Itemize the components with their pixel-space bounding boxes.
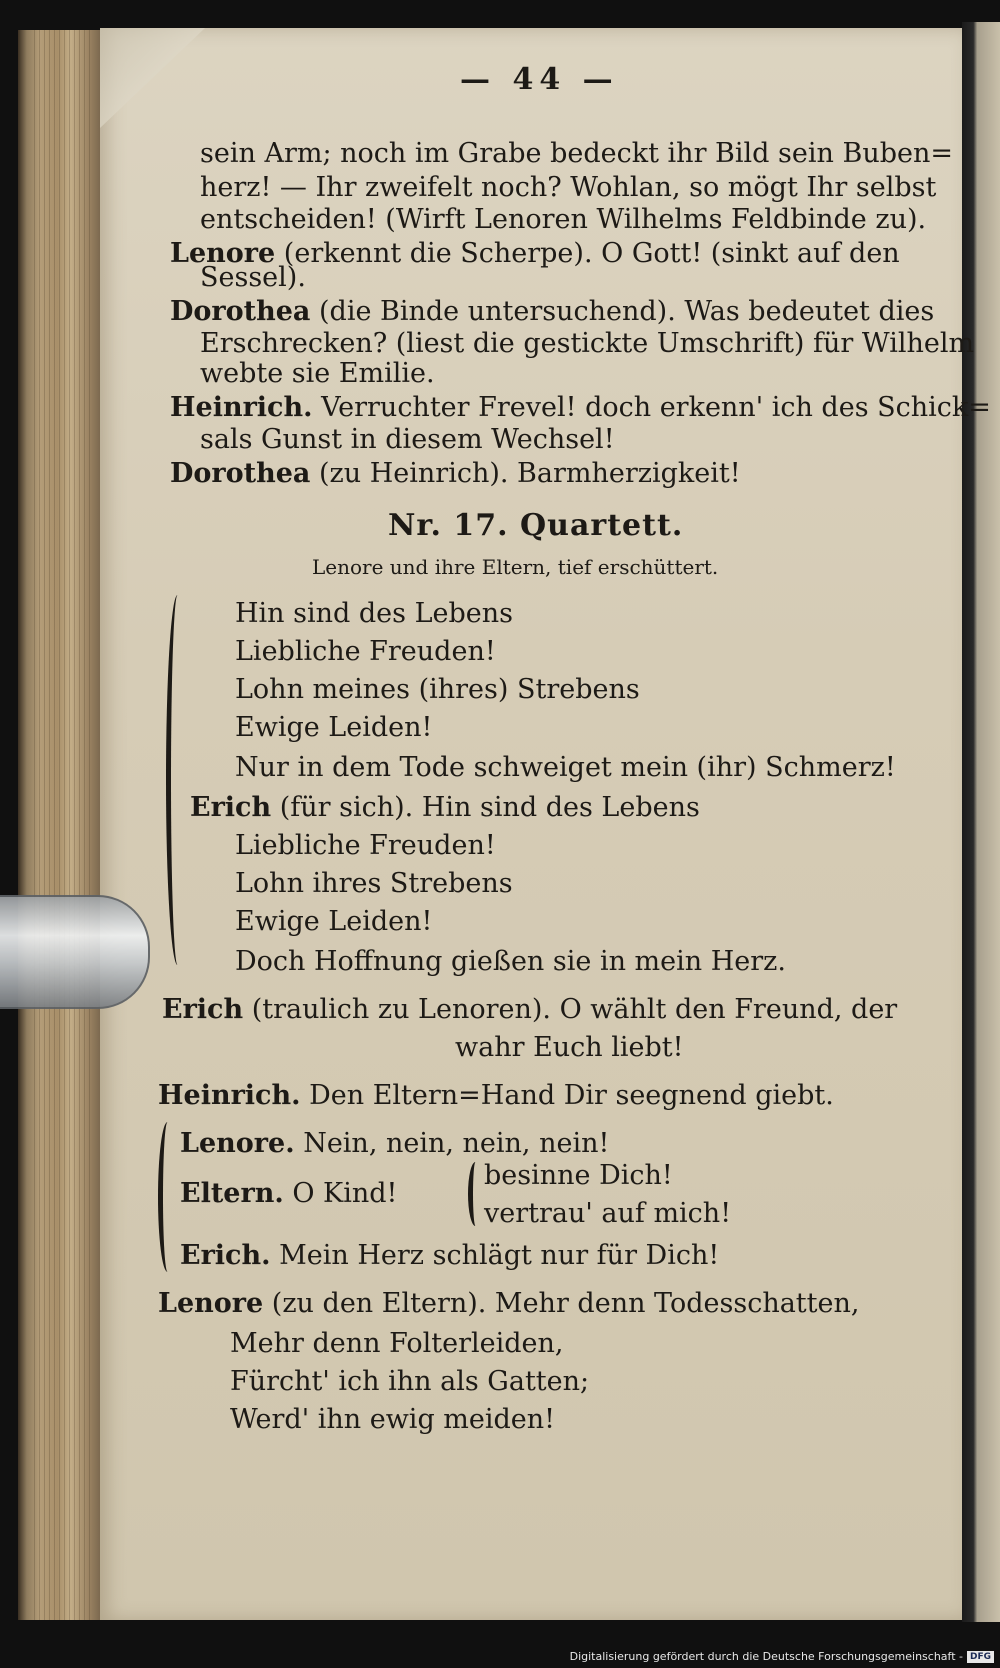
verse-line: Lohn ihres Strebens	[235, 868, 513, 899]
text-line: Dorothea (zu Heinrich). Barmherzigkeit!	[170, 458, 741, 489]
facing-page-edge	[962, 22, 1000, 1622]
digitization-credit	[570, 1650, 994, 1663]
dialogue-line: Mehr denn Folterleiden,	[230, 1328, 564, 1359]
dialogue-line: vertrau' auf mich!	[484, 1198, 732, 1229]
dialogue-line: Fürcht' ich ihn als Gatten;	[230, 1366, 590, 1397]
dialogue-line: besinne Dich!	[484, 1160, 673, 1191]
verse-line: Doch Hoffnung gießen sie in mein Herz.	[235, 946, 786, 977]
section-title: Nr. 17. Quartett.	[388, 508, 684, 543]
dialogue-line: Erich. Mein Herz schlägt nur für Dich!	[180, 1240, 720, 1271]
dialogue-line: Eltern. O Kind!	[180, 1178, 398, 1209]
quartet-brace	[166, 595, 189, 965]
text-line: herz! — Ihr zweifelt noch? Wohlan, so mögt Ihr selbst	[200, 172, 937, 203]
text-line: webte sie Emilie.	[200, 358, 435, 389]
parents-brace	[468, 1162, 483, 1226]
dialogue-line: Erich (traulich zu Lenoren). O wählt den Freund, der	[162, 994, 898, 1025]
text-line: sals Gunst in diesem Wechsel!	[200, 424, 615, 455]
dialogue-line: Werd' ihn ewig meiden!	[230, 1404, 556, 1435]
dialogue-line: Lenore (zu den Eltern). Mehr denn Todesschatten,	[158, 1288, 860, 1319]
text-line: Erschrecken? (liest die gestickte Umschrift) für Wilhelm	[200, 328, 975, 359]
verse-line: Liebliche Freuden!	[235, 830, 496, 861]
verse-line: Ewige Leiden!	[235, 712, 433, 743]
dialogue-line: Lenore. Nein, nein, nein, nein!	[180, 1128, 610, 1159]
text-line: entscheiden! (Wirft Lenoren Wilhelms Feldbinde zu).	[200, 204, 927, 235]
verse-line: Liebliche Freuden!	[235, 636, 496, 667]
dfg-logo-icon: DFG	[967, 1651, 994, 1663]
text-line: sein Arm; noch im Grabe bedeckt ihr Bild sein Buben=	[200, 138, 953, 169]
verse-line: Nur in dem Tode schweiget mein (ihr) Schmerz!	[235, 752, 896, 783]
text-line: Sessel).	[200, 262, 306, 293]
page-clip	[0, 895, 150, 1009]
ensemble-brace	[158, 1122, 177, 1272]
dialogue-line: wahr Euch liebt!	[455, 1032, 684, 1063]
page-number: — 44 —	[460, 62, 619, 97]
verse-line: Hin sind des Lebens	[235, 598, 514, 629]
verse-line: Ewige Leiden!	[235, 906, 433, 937]
text-line: Lenore (erkennt die Scherpe). O Gott! (sinkt auf den	[170, 238, 900, 269]
text-line: Heinrich. Verruchter Frevel! doch erkenn' ich des Schick=	[170, 392, 991, 423]
page-stack	[34, 30, 94, 1620]
verse-line: Lohn meines (ihres) Strebens	[235, 674, 640, 705]
text-line: Dorothea (die Binde untersuchend). Was bedeutet dies	[170, 296, 935, 327]
verse-line: Erich (für sich). Hin sind des Lebens	[190, 792, 700, 823]
stage-direction: Lenore und ihre Eltern, tief erschüttert.	[312, 555, 719, 579]
dialogue-line: Heinrich. Den Eltern=Hand Dir seegnend giebt.	[158, 1080, 834, 1111]
credit-text: Digitalisierung gefördert durch die Deutsche Forschungsgemeinschaft -	[569, 1650, 963, 1663]
